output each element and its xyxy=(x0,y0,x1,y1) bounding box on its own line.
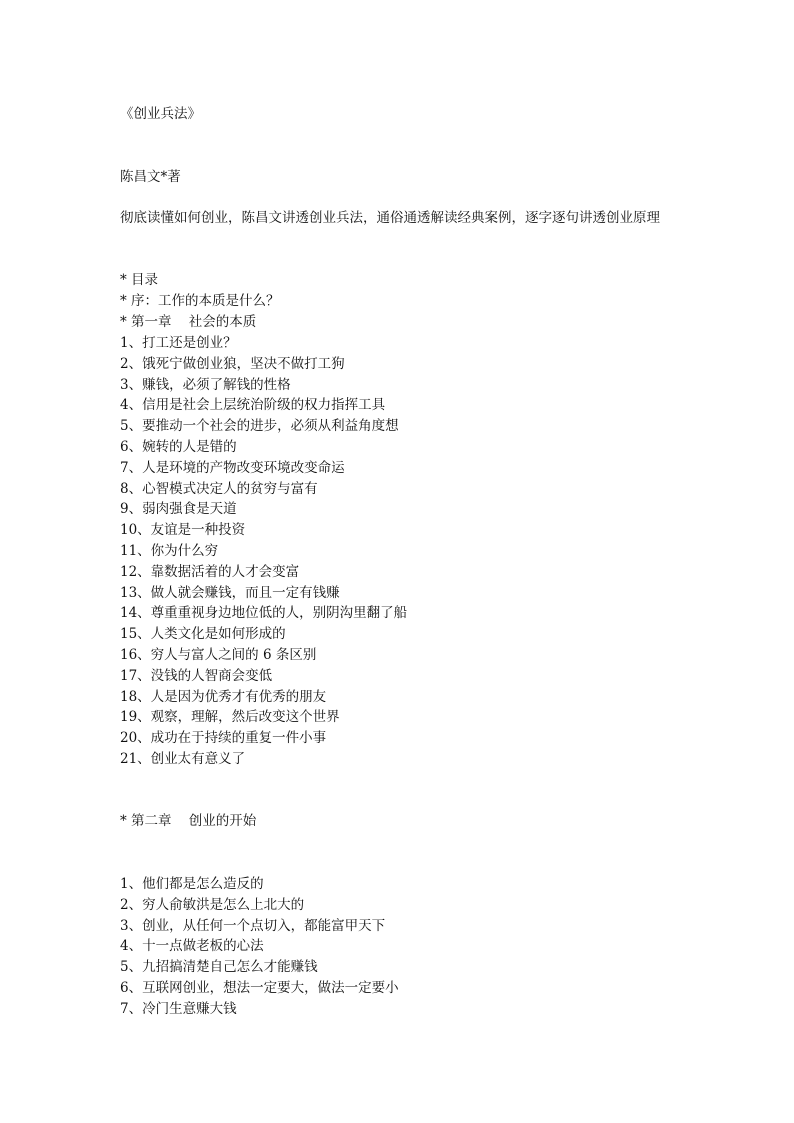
toc-item: 8、心智模式决定人的贫穷与富有 xyxy=(120,480,318,497)
toc-item: 21、创业太有意义了 xyxy=(120,751,246,767)
toc-item: 10、友谊是一种投资 xyxy=(120,522,246,539)
chapter1-heading: * 第一章 社会的本质 xyxy=(120,314,257,330)
toc-item: 17、没钱的人智商会变低 xyxy=(120,667,273,684)
toc-item: 15、人类文化是如何形成的 xyxy=(120,626,286,643)
toc-item: 6、互联网创业，想法一定要大，做法一定要小 xyxy=(120,980,399,996)
author-line: 陈昌文*著 xyxy=(120,169,181,185)
toc-item: 13、做人就会赚钱，而且一定有钱赚 xyxy=(120,584,340,601)
toc-item: 6、婉转的人是错的 xyxy=(120,439,237,455)
toc-item: 5、要推动一个社会的进步，必须从利益角度想 xyxy=(120,418,399,435)
toc-item: 4、信用是社会上层统治阶级的权力指挥工具 xyxy=(120,397,386,414)
intro-paragraph: 彻底读懂如何创业，陈昌文讲透创业兵法，通俗通透解读经典案例，逐字逐句讲透创业原理 xyxy=(120,210,660,226)
toc-heading: * 目录 xyxy=(120,272,159,288)
document-title: 《创业兵法》 xyxy=(120,106,201,122)
toc-item: 11、你为什么穷 xyxy=(120,543,219,559)
toc-item: 3、创业，从任何一个点切入，都能富甲天下 xyxy=(120,917,386,934)
toc-item: 1、他们都是怎么造反的 xyxy=(120,876,264,892)
toc-item: 5、九招搞清楚自己怎么才能赚钱 xyxy=(120,959,318,976)
toc-item: 7、人是环境的产物改变环境改变命运 xyxy=(120,459,345,476)
toc-item: 2、饿死宁做创业狼，坚决不做打工狗 xyxy=(120,355,345,372)
toc-item: 18、人是因为优秀才有优秀的朋友 xyxy=(120,688,327,705)
toc-item: 3、赚钱，必须了解钱的性格 xyxy=(120,376,291,393)
toc-item: 16、穷人与富人之间的 6 条区别 xyxy=(120,647,317,663)
toc-item: 2、穷人俞敏洪是怎么上北大的 xyxy=(120,896,305,913)
toc-item: 4、十一点做老板的心法 xyxy=(120,938,264,955)
toc-item: 14、尊重重视身边地位低的人，别阴沟里翻了船 xyxy=(120,605,408,622)
preface-entry: * 序：工作的本质是什么？ xyxy=(120,293,280,309)
toc-item: 19、观察，理解，然后改变这个世界 xyxy=(120,709,340,726)
chapter2-heading: * 第二章 创业的开始 xyxy=(120,813,257,829)
toc-item: 7、冷门生意赚大钱 xyxy=(120,1000,237,1017)
toc-item: 12、靠数据活着的人才会变富 xyxy=(120,563,300,580)
toc-item: 1、打工还是创业？ xyxy=(120,335,237,351)
toc-item: 9、弱肉强食是天道 xyxy=(120,501,237,518)
toc-item: 20、成功在于持续的重复一件小事 xyxy=(120,730,327,747)
